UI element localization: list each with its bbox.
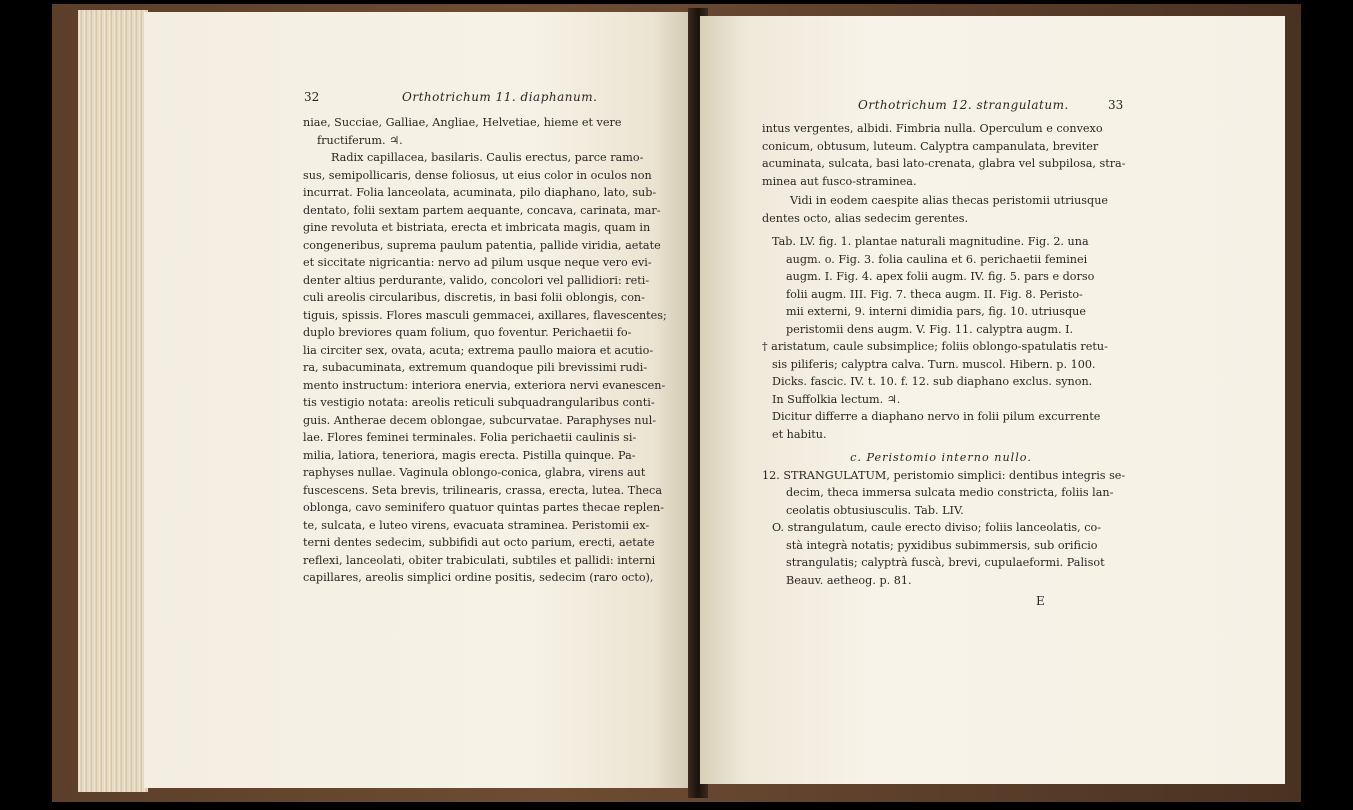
text-line: incurrat. Folia lanceolata, acuminata, pilo diaphano, lato, sub-: [303, 186, 657, 199]
text-line: 12. STRANGULATUM, peristomio simplici: dentibus integris se-: [762, 468, 1126, 482]
left-page-number: 32: [304, 90, 320, 104]
text-line: ceolatis obtusiusculis. Tab. LIV.: [786, 503, 964, 517]
text-line: raphyses nullae. Vaginula oblongo-conica, glabra, virens aut: [303, 466, 646, 479]
text-line: culi areolis circularibus, discretis, in basi folii oblongis, con-: [303, 291, 645, 304]
text-line: te, sulcata, e luteo virens, evacuata straminea. Peristomii ex-: [303, 518, 650, 532]
right-page-number: 33: [1108, 98, 1124, 112]
signature-mark: E: [1036, 594, 1045, 608]
text-line: stà integrà notatis; pyxidibus subimmersis, sub orificio: [786, 538, 1098, 552]
text-line: et habitu.: [772, 427, 827, 441]
text-line: augm. I. Fig. 4. apex folii augm. IV. fig. 5. pars e dorso: [786, 270, 1095, 283]
text-line: lae. Flores feminei terminales. Folia perichaetii caulinis si-: [303, 431, 637, 444]
left-page: [144, 12, 696, 788]
text-line: sus, semipollicaris, dense foliosus, ut eius color in oculos non: [303, 168, 652, 182]
text-line: mento instructum: interiora enervia, exteriora nervi evanescen-: [303, 378, 666, 392]
left-body-text: [303, 114, 669, 587]
text-line: dentes octo, alias sedecim gerentes.: [762, 211, 969, 225]
text-line: mii externi, 9. interni dimidia pars, fig. 10. utriusque: [786, 305, 1086, 318]
text-line: O. strangulatum, caule erecto diviso; foliis lanceolatis, co-: [772, 521, 1102, 534]
text-line: Tab. LV. fig. 1. plantae naturali magnitudine. Fig. 2. una: [772, 235, 1089, 248]
text-line: strangulatis; calyptrà fuscà, brevi, cupulaeformi. Palisot: [786, 556, 1105, 569]
right-page: [700, 16, 1285, 784]
text-line: intus vergentes, albidi. Fimbria nulla. Operculum e convexo: [762, 122, 1103, 135]
text-line: augm. o. Fig. 3. folia caulina et 6. perichaetii feminei: [786, 252, 1088, 266]
text-line: capillares, areolis simplici ordine positis, sedecim (raro octo),: [303, 571, 654, 584]
text-line: niae, Succiae, Galliae, Angliae, Helvetiae, hieme et vere: [303, 116, 622, 129]
text-line: tiguis, spissis. Flores masculi gemmacei, axillares, flavescentes;: [303, 308, 667, 322]
text-line: lia circiter sex, ovata, acuta; extrema paullo maiora et acutio-: [303, 343, 654, 357]
text-line: terni dentes sedecim, subbifidi aut octo parium, erecti, aetate: [303, 536, 655, 549]
text-line: acuminata, sulcata, basi lato-crenata, glabra vel subpilosa, stra-: [762, 157, 1126, 170]
text-line: folii augm. III. Fig. 7. theca augm. II. Fig. 8. Peristo-: [786, 287, 1083, 301]
text-line: fructiferum. ♃.: [317, 133, 403, 147]
text-line: Radix capillacea, basilaris. Caulis erectus, parce ramo-: [331, 151, 644, 164]
page-edges: [78, 10, 148, 792]
text-line: congeneribus, suprema paulum patentia, pallide viridia, aetate: [303, 238, 661, 252]
text-line: reflexi, lanceolati, obiter trabiculati, subtiles et pallidi: interni: [303, 553, 656, 567]
text-line: conicum, obtusum, luteum. Calyptra campanulata, breviter: [762, 139, 1099, 153]
text-line: milia, latiora, teneriora, magis erecta. Pistilla quinque. Pa-: [303, 448, 636, 462]
section-heading: c. Peristomio interno nullo.: [850, 451, 1032, 464]
text-line: † aristatum, caule subsimplice; foliis oblongo-spatulatis retu-: [762, 340, 1108, 353]
text-line: duplo breviores quam folium, quo foventur. Perichaetii fo-: [303, 326, 632, 339]
right-body-text: [762, 120, 1126, 589]
text-line: fuscescens. Seta brevis, trilinearis, crassa, erecta, lutea. Theca: [303, 483, 662, 497]
text-line: sis piliferis; calyptra calva. Turn. muscol. Hibern. p. 100.: [772, 357, 1096, 371]
text-line: Vidi in eodem caespite alias thecas peristomii utriusque: [790, 194, 1109, 207]
text-line: decim, theca immersa sulcata medio constricta, foliis lan-: [786, 486, 1114, 499]
right-running-head: Orthotrichum 12. strangulatum.: [858, 98, 1069, 112]
left-running-head: Orthotrichum 11. diaphanum.: [402, 90, 598, 104]
text-line: minea aut fusco-straminea.: [762, 174, 917, 188]
text-line: oblonga, cavo seminifero quatuor quintas partes thecae replen-: [303, 501, 664, 514]
text-line: Dicks. fascic. IV. t. 10. f. 12. sub diaphano exclus. synon.: [772, 375, 1093, 388]
text-line: dentato, folii sextam partem aequante, concava, carinata, mar-: [303, 203, 661, 217]
text-line: tis vestigio notata: areolis reticuli subquadrangularibus conti-: [303, 396, 655, 409]
text-line: gine revoluta et bistriata, erecta et imbricata magis, quam in: [303, 221, 651, 234]
text-line: Dicitur differre a diaphano nervo in folii pilum excurrente: [772, 410, 1101, 423]
text-line: In Suffolkia lectum. ♃.: [772, 392, 901, 406]
text-line: peristomii dens augm. V. Fig. 11. calyptra augm. I.: [786, 322, 1074, 336]
text-line: ra, subacuminata, extremum quandoque pili brevissimi rudi-: [303, 361, 648, 374]
text-line: Beauv. aetheog. p. 81.: [786, 573, 912, 587]
text-line: denter altius perdurante, valido, concolori vel pallidiori: reti-: [303, 273, 650, 287]
text-line: et siccitate nigricantia: nervo ad pilum usque neque vero evi-: [303, 256, 652, 269]
text-line: guis. Antherae decem oblongae, subcurvatae. Paraphyses nul-: [303, 413, 657, 427]
